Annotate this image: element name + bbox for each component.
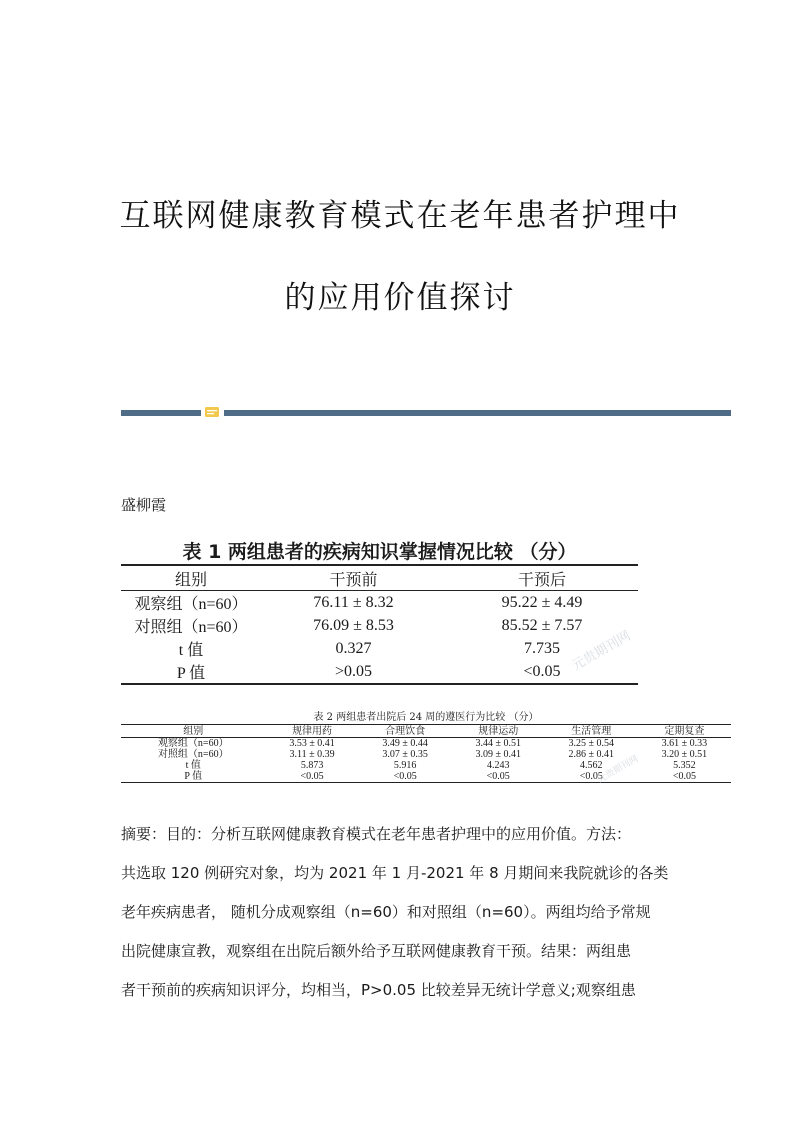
table-cell: 7.735 [524, 639, 560, 657]
abstract-line: 老年疾病患者， 随机分成观察组（n=60）和对照组（n=60）。两组均给予常规 [121, 903, 651, 921]
watermark: 元贵期刊网 [569, 628, 634, 674]
table2-header-cell: 定期复查 [638, 725, 731, 738]
table-cell: <0.05 [486, 771, 510, 782]
table-cell: 3.49 ± 0.44 [382, 738, 428, 749]
title-divider-left [121, 410, 201, 416]
table-cell: 观察组（n=60） [157, 738, 229, 749]
table-row [121, 738, 731, 750]
table-cell: 3.44 ± 0.51 [475, 738, 521, 749]
table2-header-cell: 规律运动 [452, 725, 545, 738]
table-cell: 5.873 [300, 760, 324, 771]
table-cell: 3.20 ± 0.51 [661, 749, 708, 760]
table-cell: 3.25 ± 0.54 [568, 738, 615, 749]
table-cell: 对照组（n=60） [157, 749, 229, 760]
table-cell: 76.09 ± 8.53 [313, 616, 394, 634]
table2-header-row [121, 725, 731, 738]
table1-header-row [121, 565, 638, 591]
watermark: 元贵期刊网 [596, 754, 641, 786]
table-cell: 3.53 ± 0.41 [289, 738, 335, 749]
table-row [121, 591, 638, 615]
table-cell: 4.243 [486, 760, 510, 771]
table-cell: 2.86 ± 0.41 [568, 749, 615, 760]
table-row [121, 749, 731, 760]
title-divider-right [224, 410, 731, 416]
table-cell: 85.52 ± 7.57 [501, 616, 583, 634]
table-cell: 观察组（n=60） [134, 596, 248, 613]
table-cell: 95.22 ± 4.49 [501, 593, 583, 611]
abstract-line: 者干预前的疾病知识评分，均相当，P>0.05 比较差异无统计学意义;观察组患 [121, 981, 636, 999]
table-row [121, 614, 638, 637]
table-cell: P 值 [176, 665, 206, 682]
table-cell: <0.05 [579, 771, 603, 782]
abstract [121, 815, 691, 1010]
table-row [121, 637, 638, 660]
table2-header-cell: 合理饮食 [359, 725, 452, 738]
table-cell: t 值 [185, 760, 201, 771]
table-cell: 76.11 ± 8.32 [313, 593, 394, 611]
page-title-line-1: 互联网健康教育模式在老年患者护理中 [119, 198, 681, 234]
table-row [121, 771, 731, 783]
table-cell: P 值 [184, 771, 203, 782]
table-cell: <0.05 [393, 771, 417, 782]
table-cell: 5.916 [393, 760, 417, 771]
table-cell: 5.352 [673, 760, 696, 771]
table-cell: <0.05 [300, 771, 324, 782]
table1-header-cell: 组别 [121, 565, 261, 591]
table1-header-cell: 干预后 [446, 565, 638, 591]
table-cell: 0.327 [335, 639, 372, 657]
abstract-line: 出院健康宣教，观察组在出院后额外给予互联网健康教育干预。结果：两组患 [121, 942, 632, 960]
table-cell: >0.05 [334, 662, 373, 680]
table2-header-cell: 组别 [121, 725, 266, 738]
table2-header-cell: 生活管理 [545, 725, 638, 738]
table2 [121, 724, 731, 783]
table-cell: 4.562 [580, 760, 603, 771]
table1 [121, 564, 638, 685]
table-row [121, 660, 638, 684]
abstract-line: 摘要：目的：分析互联网健康教育模式在老年患者护理中的应用价值。方法： [121, 825, 632, 843]
table-cell: 3.09 ± 0.41 [475, 749, 521, 760]
table1-header-cell: 干预前 [261, 565, 446, 591]
table-cell: 3.11 ± 0.39 [289, 749, 335, 760]
abstract-line: 共选取 120 例研究对象，均为 2021 年 1 月-2021 年 8 月期间来我院就诊的各类 [121, 864, 669, 882]
table-row [121, 760, 731, 771]
table-cell: t 值 [178, 642, 204, 659]
table-cell: <0.05 [523, 662, 561, 680]
table-cell: <0.05 [672, 771, 696, 782]
table2-caption: 表 2 两组患者出院后 24 周的遵医行为比较 （分） [313, 712, 539, 723]
table1-caption: 表 1 两组患者的疾病知识掌握情况比较 （分） [182, 541, 577, 563]
table-cell: 对照组（n=60） [134, 619, 248, 636]
author-name: 盛柳霞 [121, 496, 167, 514]
page-title-line-2: 的应用价值探讨 [284, 280, 516, 316]
table-cell: 3.07 ± 0.35 [382, 749, 428, 760]
table2-header-cell: 规律用药 [266, 725, 359, 738]
table-cell: 3.61 ± 0.33 [661, 738, 708, 749]
document-icon [204, 405, 220, 419]
